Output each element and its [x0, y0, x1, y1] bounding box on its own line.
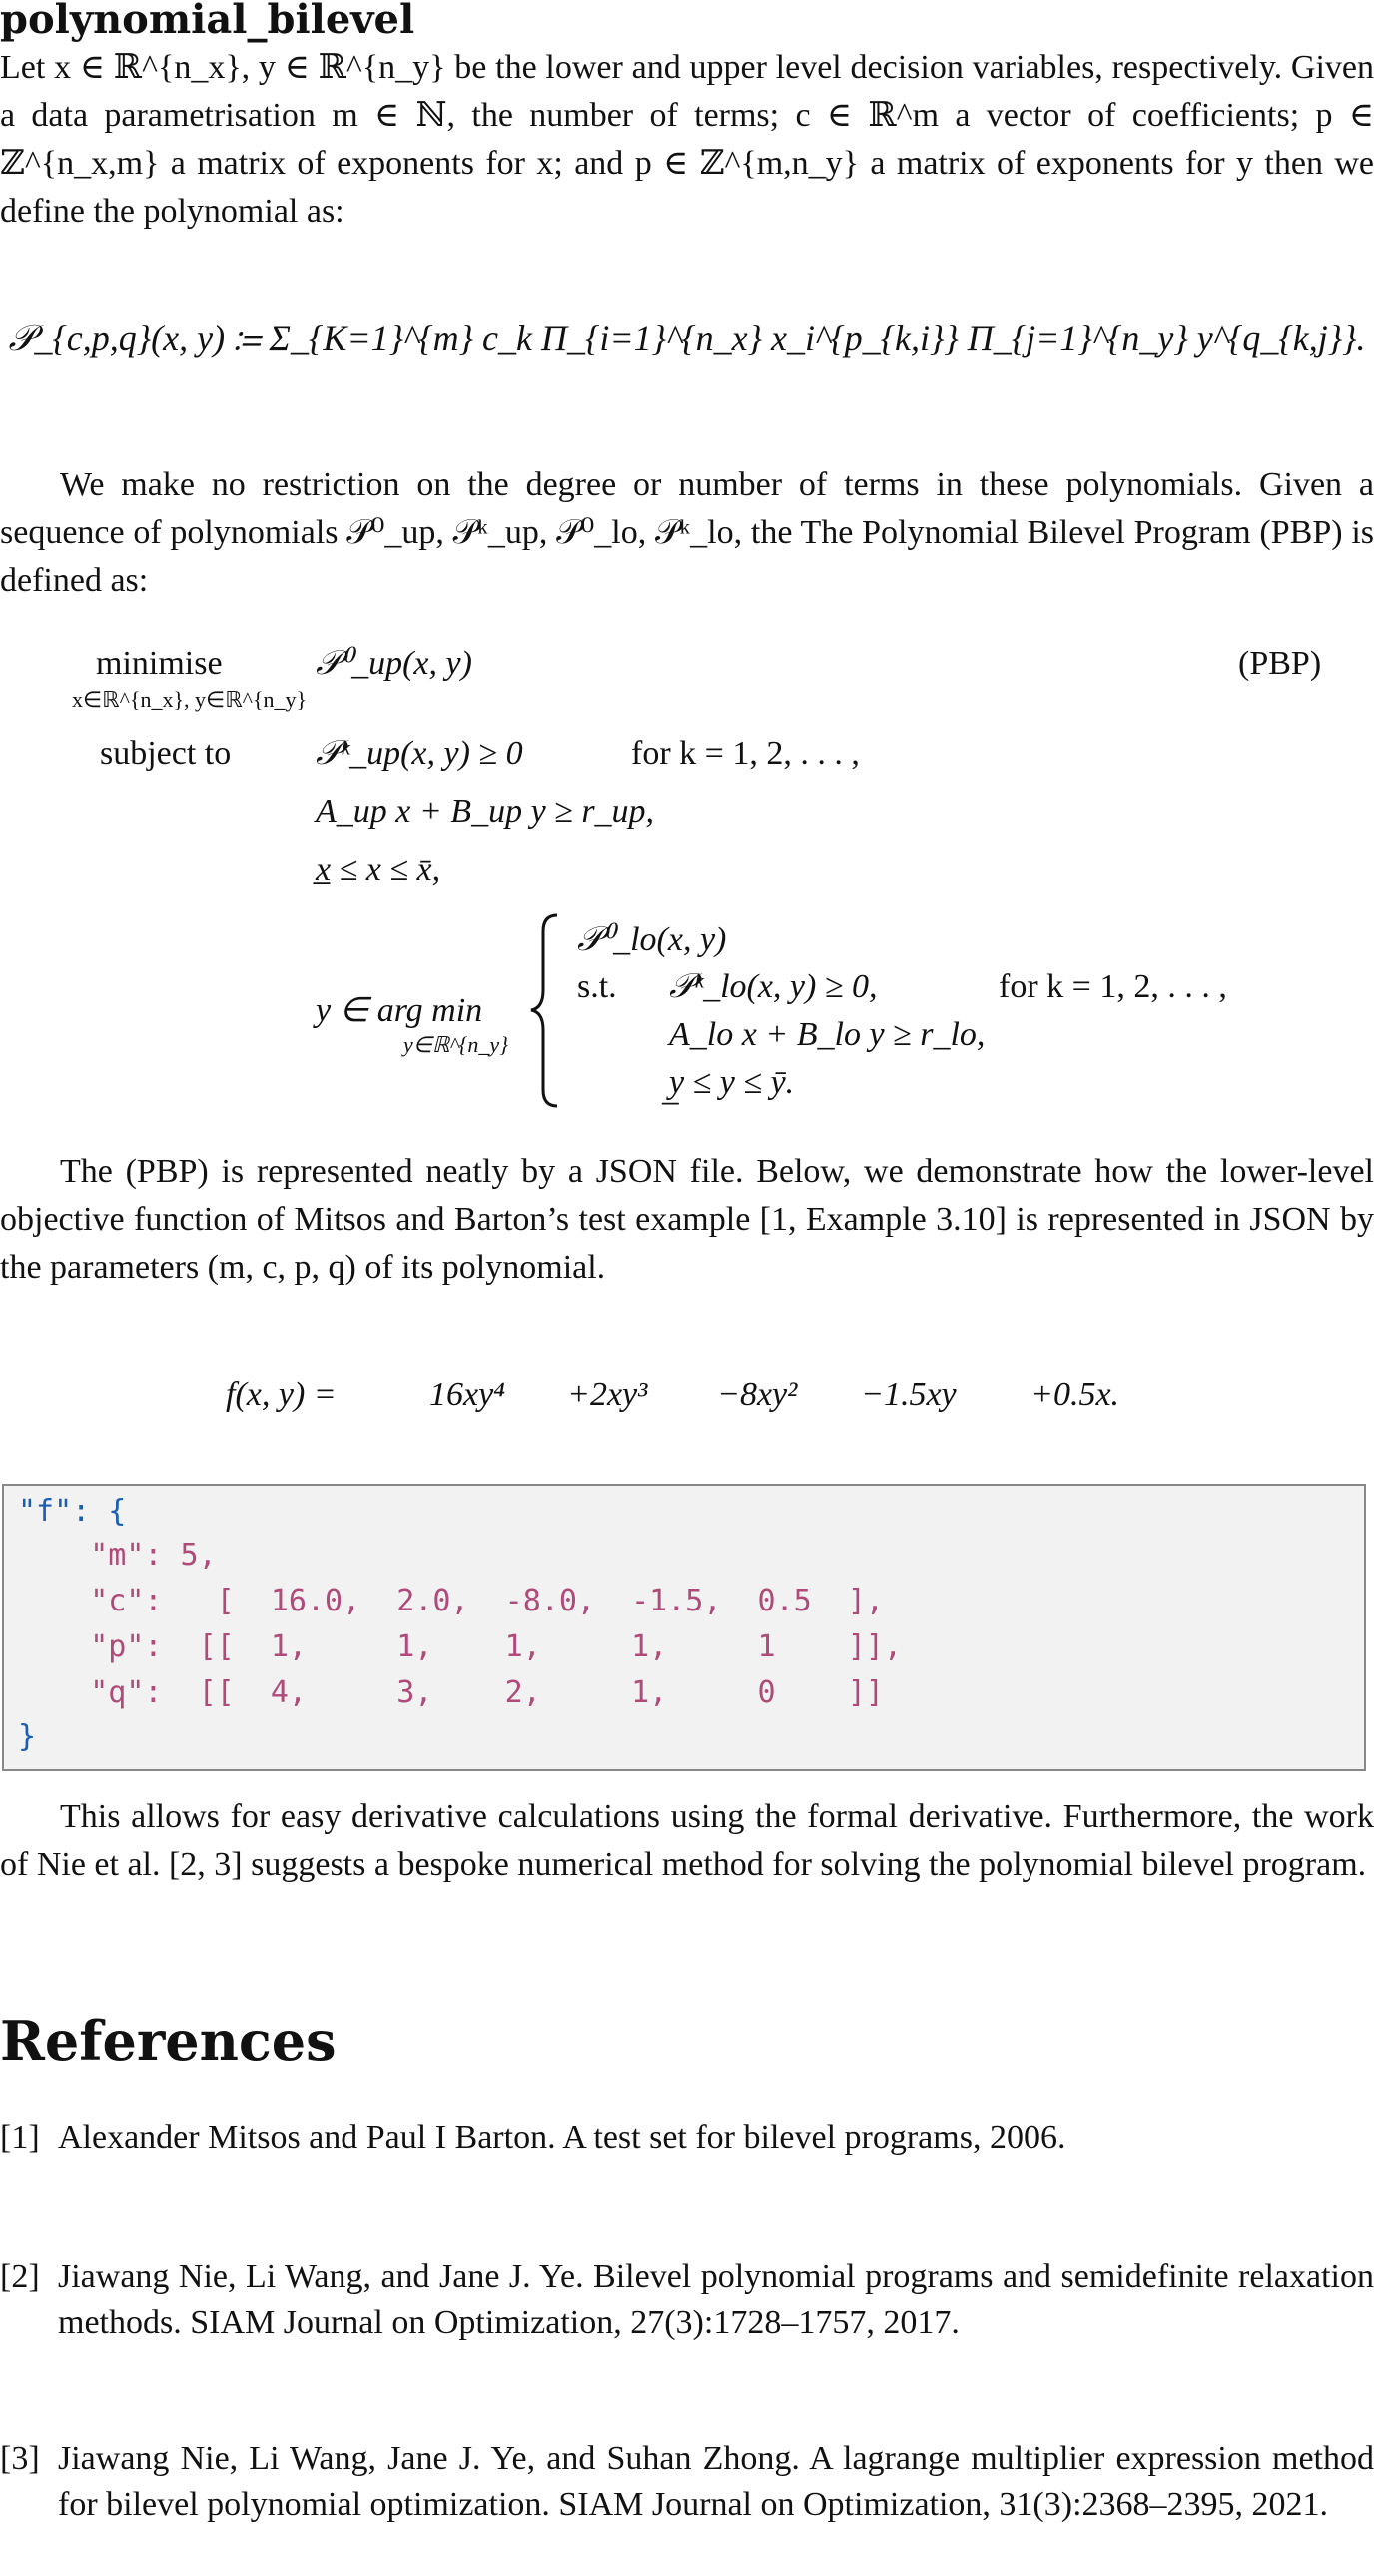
reference-tag: [1]	[0, 2119, 40, 2156]
lower-linear-constraint: A_lo x + B_lo y ≥ r_lo,	[669, 1016, 986, 1053]
example-term-2: +2xy³	[567, 1376, 648, 1413]
intro-paragraph-text: Let x ∈ ℝ^{n_x}, y ∈ ℝ^{n_y} be the lower and upper level decision variables, respectively. Given a data parametrisation m ∈ ℕ, the number of terms; c ∈ ℝ^m a vector of coefficients; p ∈ ℤ^{n_x,m} a matrix of exponents for x; and p ∈ ℤ^{m,n_y} a matrix of exponents for y then we define the polynomial as:	[0, 49, 1374, 230]
pbp-intro-text: We make no restriction on the degree or number of terms in these polynomials. Given a sequence of polynomials 𝒫⁰_up, 𝒫ᵏ_up, 𝒫⁰_lo, 𝒫ᵏ_lo, the The Polynomial Bilevel Program (PBP) is defined as:	[0, 466, 1374, 599]
json-code-listing	[2, 1484, 1366, 1771]
references-title: References	[0, 2009, 337, 2073]
lower-objective: 𝒫⁰_lo(x, y)	[577, 921, 727, 958]
code-line: "c": [ 16.0, 2.0, -8.0, -1.5, 0.5 ],	[18, 1584, 884, 1618]
reference-text: Jiawang Nie, Li Wang, and Jane J. Ye. Bilevel polynomial programs and semidefinite relaxation methods. SIAM Journal on Optimization, 27(3):1728–1757, 2017.	[58, 2258, 1374, 2341]
argmin-subscript: y∈ℝ^{n_y}	[403, 1032, 508, 1057]
section-title: polynomial_bilevel	[0, 0, 415, 43]
lower-level-brace-icon	[527, 911, 563, 1110]
example-function-lhs: f(x, y) =	[226, 1376, 337, 1413]
lower-bounds-constraint: y̲ ≤ y ≤ ȳ.	[669, 1064, 795, 1101]
lower-st-label: s.t.	[577, 968, 617, 1005]
reference-item	[0, 2254, 1374, 2394]
upper-bounds-constraint: x̲ ≤ x ≤ x̄,	[316, 851, 441, 888]
derivative-paragraph	[0, 1793, 1374, 1889]
polynomial-definition-equation	[0, 318, 1374, 360]
pbp-intro-paragraph	[0, 461, 1374, 605]
lower-constraint-range: for k = 1, 2, . . . ,	[999, 968, 1227, 1005]
upper-constraint-range: for k = 1, 2, . . . ,	[631, 735, 860, 772]
minimise-subscript: x∈ℝ^{n_x}, y∈ℝ^{n_y}	[72, 687, 308, 712]
pbp-program	[0, 639, 1374, 1118]
code-line: "m": 5,	[18, 1538, 217, 1573]
code-line: "p": [[ 1, 1, 1, 1, 1 ]],	[18, 1629, 903, 1664]
upper-objective: 𝒫⁰_up(x, y)	[316, 645, 472, 682]
code-line: "q": [[ 4, 3, 2, 1, 0 ]]	[18, 1675, 884, 1710]
upper-linear-constraint: A_up x + B_up y ≥ r_up,	[316, 793, 655, 830]
derivative-paragraph-text: This allows for easy derivative calculations using the formal derivative. Furthermore, the work of Nie et al. [2, 3] suggests a bespoke numerical method for solving the polynomial bilevel program.	[0, 1798, 1374, 1883]
reference-item	[0, 2115, 1374, 2165]
polynomial-equation-text: 𝒫_{c,p,q}(x, y) ≔ Σ_{K=1}^{m} c_k Π_{i=1}^{n_x} x_i^{p_{k,i}} Π_{j=1}^{n_y} y^{q_{k,j}}.	[8, 319, 1366, 358]
pbp-equation-tag: (PBP)	[1238, 645, 1322, 682]
reference-text: Jiawang Nie, Li Wang, Jane J. Ye, and Suhan Zhong. A lagrange multiplier expression method for bilevel polynomial optimization. SIAM Journal on Optimization, 31(3):2368–2395, 2021.	[58, 2440, 1374, 2523]
json-intro-paragraph	[0, 1148, 1374, 1292]
code-line: }	[18, 1719, 37, 1754]
reference-text: Alexander Mitsos and Paul I Barton. A test set for bilevel programs, 2006.	[58, 2119, 1066, 2156]
example-term-3: −8xy²	[717, 1376, 798, 1413]
code-line: "f": {	[18, 1494, 127, 1529]
reference-item	[0, 2436, 1374, 2576]
json-intro-text: The (PBP) is represented neatly by a JSON file. Below, we demonstrate how the lower-level objective function of Mitsos and Barton’s test example [1, Example 3.10] is represented in JSON by the parameters (m, c, p, q) of its polynomial.	[0, 1153, 1374, 1286]
example-term-1: 16xy⁴	[429, 1376, 506, 1413]
lower-constraint-poly: 𝒫ᵏ_lo(x, y) ≥ 0,	[669, 968, 878, 1005]
intro-paragraph	[0, 44, 1374, 236]
upper-constraint-poly: 𝒫ᵏ_up(x, y) ≥ 0	[316, 735, 523, 772]
example-term-4: −1.5xy	[861, 1376, 957, 1413]
minimise-operator: minimise	[96, 645, 223, 682]
example-function-equation	[0, 1376, 1374, 1426]
reference-tag: [3]	[0, 2440, 40, 2477]
example-term-5: +0.5x.	[1030, 1376, 1120, 1413]
reference-tag: [2]	[0, 2258, 40, 2295]
argmin-lhs: y ∈ arg min	[316, 992, 483, 1029]
subject-to-label: subject to	[100, 735, 232, 772]
